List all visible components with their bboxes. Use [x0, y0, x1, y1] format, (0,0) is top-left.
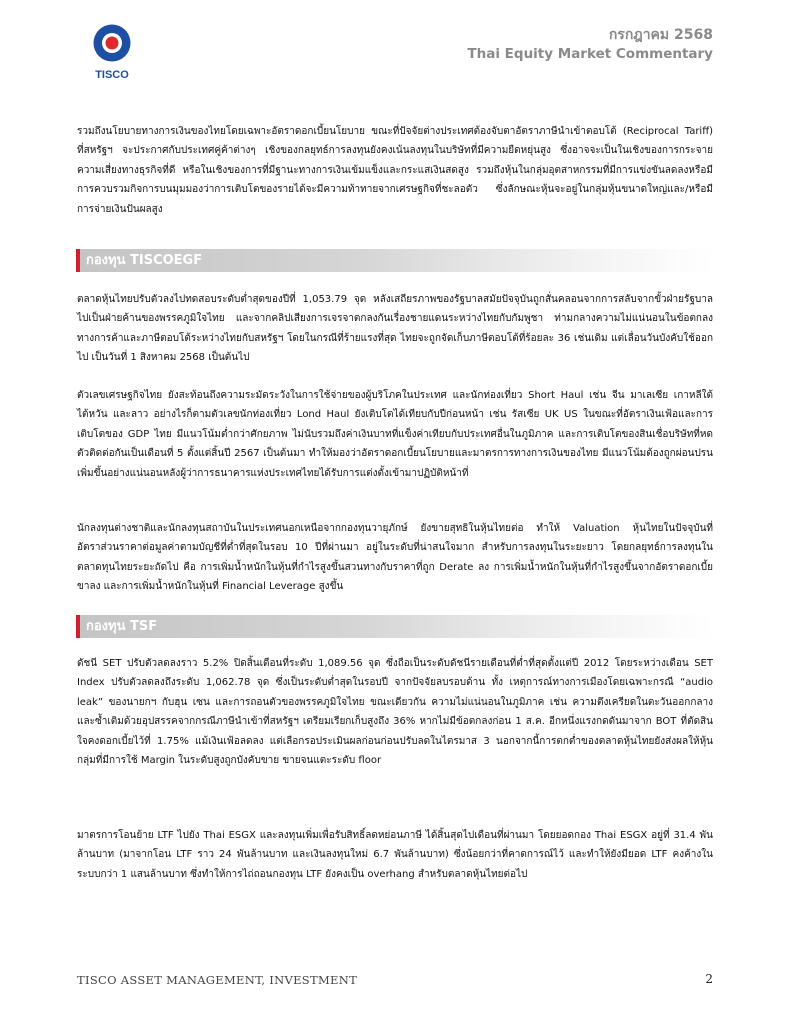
egf-paragraph-1: ตลาดหุ้นไทยปรับตัวลงไปทดสอบระดับต่ำสุดของปีที่ 1,053.79 จุด หลังเสถียรภาพของรัฐบาลสมัยปัจจุบันถูกสั่นคลอนจากการสลับจากขั้วฝ่ายรัฐบาลไปเป็นฝ่ายค้านของพรรคภูมิใจไทย และจากคลิปเสียงการเจรจาตกลงกันเรื่องชายแดนระหว่างไทยกับกัมพูชา ท่ามกลางความไม่แน่นอนในข้อตกลงทางการค้าและภาษีตอบโต้ระหว่างไทยกับสหรัฐฯ โดยในกรณีที่ร้ายแรงที่สุด ไทยจะถูกจัดเก็บภาษีตอบโต้ที่ร้อยละ 36 เช่นเดิม แต่เลื่อนวันบังคับใช้ออกไป เป็นวันที่ 1 สิงหาคม 2568 เป็นต้นไป [77, 294, 714, 364]
page-number: 2 [705, 972, 713, 986]
egf-paragraph-3: นักลงทุนต่างชาติและนักลงทุนสถาบันในประเทศนอกเหนือจากกองทุนวายุภักษ์ ยังขายสุทธิในหุ้นไทยต่อ ทำให้ Valuation หุ้นไทยในปัจจุบันที่อัตราส่วนราคาต่อมูลค่าตามบัญชีที่ต่ำที่สุดในรอบ 10 ปีที่ผ่านมา อยู่ในระดับที่น่าสนใจมาก สำหรับการลงทุนในระยะยาว โดยกลยุทธ์การลงทุนในตลาดทุนไทยระยะถัดไป คือ การเพิ่มน้ำหนักในหุ้นที่กำไรสูงขึ้นสวนทางกับราคาที่ถูก Derate ลง การเพิ่มน้ำหนักในหุ้นที่กำไรสูงขึ้นจากอัตราดอกเบี้ยขาลง และการเพิ่มน้ำหนักในหุ้นที่ Financial Leverage สูงขึ้น [77, 523, 713, 593]
egf-paragraph-2: ตัวเลขเศรษฐกิจไทย ยังสะท้อนถึงความระมัดระวังในการใช้จ่ายของผู้บริโภคในประเทศ และนักท่องเที่ยว Short Haul เช่น จีน มาเลเซีย เกาหลีใต้ ไต้หวัน และลาว อย่างไรก็ตามตัวเลขนักท่องเที่ยว Lond Haul ยังเติบโตได้เทียบกับปีก่อนหน้า เช่น รัสเซีย UK US ในขณะที่อัตราเงินเฟ้อและการเติบโตของ GDP ไทย มีแนวโน้มต่ำกว่าศักยภาพ ไม่นับรวมถึงค่าเงินบาทที่แข็งค่าเทียบกับประเทศอื่นในภูมิภาค และการเติบโตของสินเชื่อบริษัทที่หดตัวติดต่อกันเป็นเดือนที่ 5 ตั้งแต่สิ้นปี 2567 เป็นต้นมา ทำให้มองว่าอัตราดอกเบี้ยนโยบายและมาตรการทางการเงินของไทย มีแนวโน้มต้องถูกผ่อนปรนเพิ่มขึ้นอย่างแน่นอนหลังผู้ว่าการธนาคารแห่งประเทศไทยได้รับการแต่งตั้งเข้ามาปฏิบัติหน้าที่ [77, 390, 713, 479]
page-header [467, 26, 713, 64]
svg-text:TISCO: TISCO [95, 69, 129, 81]
header-title: Thai Equity Market Commentary [467, 46, 713, 62]
tsf-paragraph-2: มาตรการโอนย้าย LTF ไปยัง Thai ESGX และลงทุนเพิ่มเพื่อรับสิทธิ์ลดหย่อนภาษี ได้สิ้นสุดไปเดือนที่ผ่านมา โดยยอดกอง Thai ESGX อยู่ที่ 31.4 พันล้านบาท (มาจากโอน LTF ราว 24 พันล้านบาท และเงินลงทุนใหม่ 6.7 พันล้านบาท) ซึ่งน้อยกว่าที่คาดการณ์ไว้ และทำให้ยังมียอด LTF คงค้างในระบบกว่า 1 แสนล้านบาท ซึ่งทำให้การไถ่ถอนกองทุน LTF ยังคงเป็น overhang สำหรับตลาดหุ้นไทยต่อไป [77, 830, 713, 880]
section-title-tiscoegf: กองทุน TISCOEGF [86, 253, 203, 268]
section-header-tsf [76, 615, 714, 638]
tisco-logo-icon [91, 22, 133, 84]
footer-company: TISCO ASSET MANAGEMENT, INVESTMENT [77, 973, 358, 987]
tsf-paragraph-1: ดัชนี SET ปรับตัวลดลงราว 5.2% ปิดสิ้นเดือนที่ระดับ 1,089.56 จุด ซึ่งถือเป็นระดับดัชนีรายเดือนที่ต่ำที่สุดตั้งแต่ปี 2012 โดยระหว่างเดือน SET Index ปรับตัวลดลงถึงระดับ 1,062.78 จุด ซึ่งเป็นระดับต่ำสุดในรอบปี จากปัจจัยลบรอบด้าน ทั้ง เหตุการณ์ทางการเมืองโดยเฉพาะกรณี “audio leak” ของนายกฯ กับฮุน เซน และการถอนตัวของพรรคภูมิใจไทย ขณะเดียวกัน ความไม่แน่นอนในภูมิภาค เช่น ความตึงเครียดในตะวันออกกลาง และซ้ำเติมด้วยอุปสรรคจากกรณีภาษีนำเข้าที่สหรัฐฯ เตรียมเรียกเก็บสูงถึง 36% หากไม่มีข้อตกลงก่อน 1 ส.ค. อีกหนึ่งแรงกดดันมาจาก BOT ที่ตัดสินใจคงดอกเบี้ยไว้ที่ 1.75% แม้เงินเฟ้อลดลง แต่เลือกรอประเมินผลก่อนก่อนปรับลดในไตรมาส 3 นอกจากนี้การตกต่ำของตลาดหุ้นไทยยังส่งผลให้หุ้นกลุ่มที่มีการใช้ Margin ในระดับสูงถูกบังคับขาย ขายจนแตะระดับ floor [77, 658, 713, 767]
tisco-logo [91, 22, 133, 84]
intro-paragraph: รวมถึงนโยบายทางการเงินของไทยโดยเฉพาะอัตราดอกเบี้ยนโยบาย ขณะที่ปัจจัยต่างประเทศต้องจับตาอัตราภาษีนำเข้าตอบโต้ (Reciprocal Tariff) ที่สหรัฐฯ จะประกาศกับประเทศคู่ค้าต่างๆ เชิงของกลยุทธ์การลงทุนยังคงเน้นลงทุนในบริษัทที่มีความยืดหยุ่นสูง ซึ่งอาจจะเป็นในเชิงของการกระจายความเสี่ยงทางธุรกิจที่ดี หรือในเชิงของการที่มีฐานะทางการเงินเข้มแข็งและกระแสเงินสดสูง รวมถึงหุ้นในกลุ่มอุตสาหกรรมที่มีการแข่งขันลดลงหรือมีการควบรวมกิจการบนมุมมองว่าการเติบโตของรายได้จะมีความท้าทายจากเศรษฐกิจที่ชะลอตัว ซึ่งลักษณะหุ้นจะอยู่ในกลุ่มหุ้นขนาดใหญ่และ/หรือมีการจ่ายเงินปันผลสูง [77, 126, 713, 215]
section-header-tiscoegf [76, 249, 714, 272]
section-title-tsf: กองทุน TSF [86, 619, 158, 634]
section-accent-bar [76, 615, 80, 638]
header-month: กรกฎาคม 2568 [608, 27, 713, 43]
section-accent-bar [76, 249, 80, 272]
